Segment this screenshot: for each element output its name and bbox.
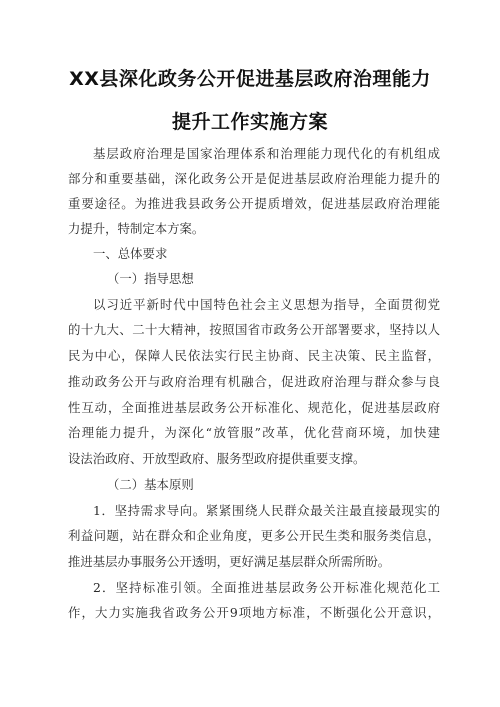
section-heading: 一、总体要求 <box>93 246 168 261</box>
paragraph-line: 以习近平新时代中国特色社会主义思想为指导，全面贯彻党 <box>93 297 440 312</box>
paragraph-line: 2．坚持标准引领。全面推进基层政务公开标准化规范化工 <box>93 580 440 595</box>
subsection-heading: （一）指导思想 <box>107 271 194 286</box>
paragraph-line: 治理能力提升，为深化“放管服”改革，优化营商环境，加快建 <box>68 425 440 440</box>
paragraph-line: 性互动，全面推进基层政务公开标准化、规范化，促进基层政府 <box>68 400 440 415</box>
intro-line: 基层政府治理是国家治理体系和治理能力现代化的有机组成 <box>93 146 440 161</box>
paragraph-line: 推进基层办事服务公开透明，更好满足基层群众所需所盼。 <box>68 554 391 569</box>
intro-line: 重要途径。为推进我县政务公开提质增效，促进基层政府治理能 <box>68 196 440 211</box>
intro-line: 力提升，特制定本方案。 <box>68 221 205 236</box>
paragraph-line: 设法治政府、开放型政府、服务型政府提供重要支撑。 <box>68 451 366 466</box>
paragraph-line: 作，大力实施我省政务公开9项地方标准，不断强化公开意识， <box>68 605 440 620</box>
paragraph-line: 的十九大、二十大精神，按照国省市政务公开部署要求，坚持以人 <box>68 322 440 337</box>
paragraph-line: 1．坚持需求导向。紧紧围绕人民群众最关注最直接最现实的 <box>93 503 440 518</box>
intro-line: 部分和重要基础，深化政务公开是促进基层政府治理能力提升的 <box>68 171 440 186</box>
paragraph-line: 推动政务公开与政府治理有机融合，促进政府治理与群众参与良 <box>68 374 440 389</box>
document-title-line-1: XX县深化政务公开促进基层政府治理能力 <box>69 68 431 90</box>
subsection-heading: （二）基本原则 <box>107 477 194 492</box>
paragraph-line: 利益问题，站在群众和企业角度，更多公开民生类和服务类信息， <box>68 528 440 543</box>
document-title-line-2: 提升工作实施方案 <box>171 111 328 133</box>
paragraph-line: 民为中心，保障人民依法实行民主协商、民主决策、民主监督， <box>68 348 440 363</box>
